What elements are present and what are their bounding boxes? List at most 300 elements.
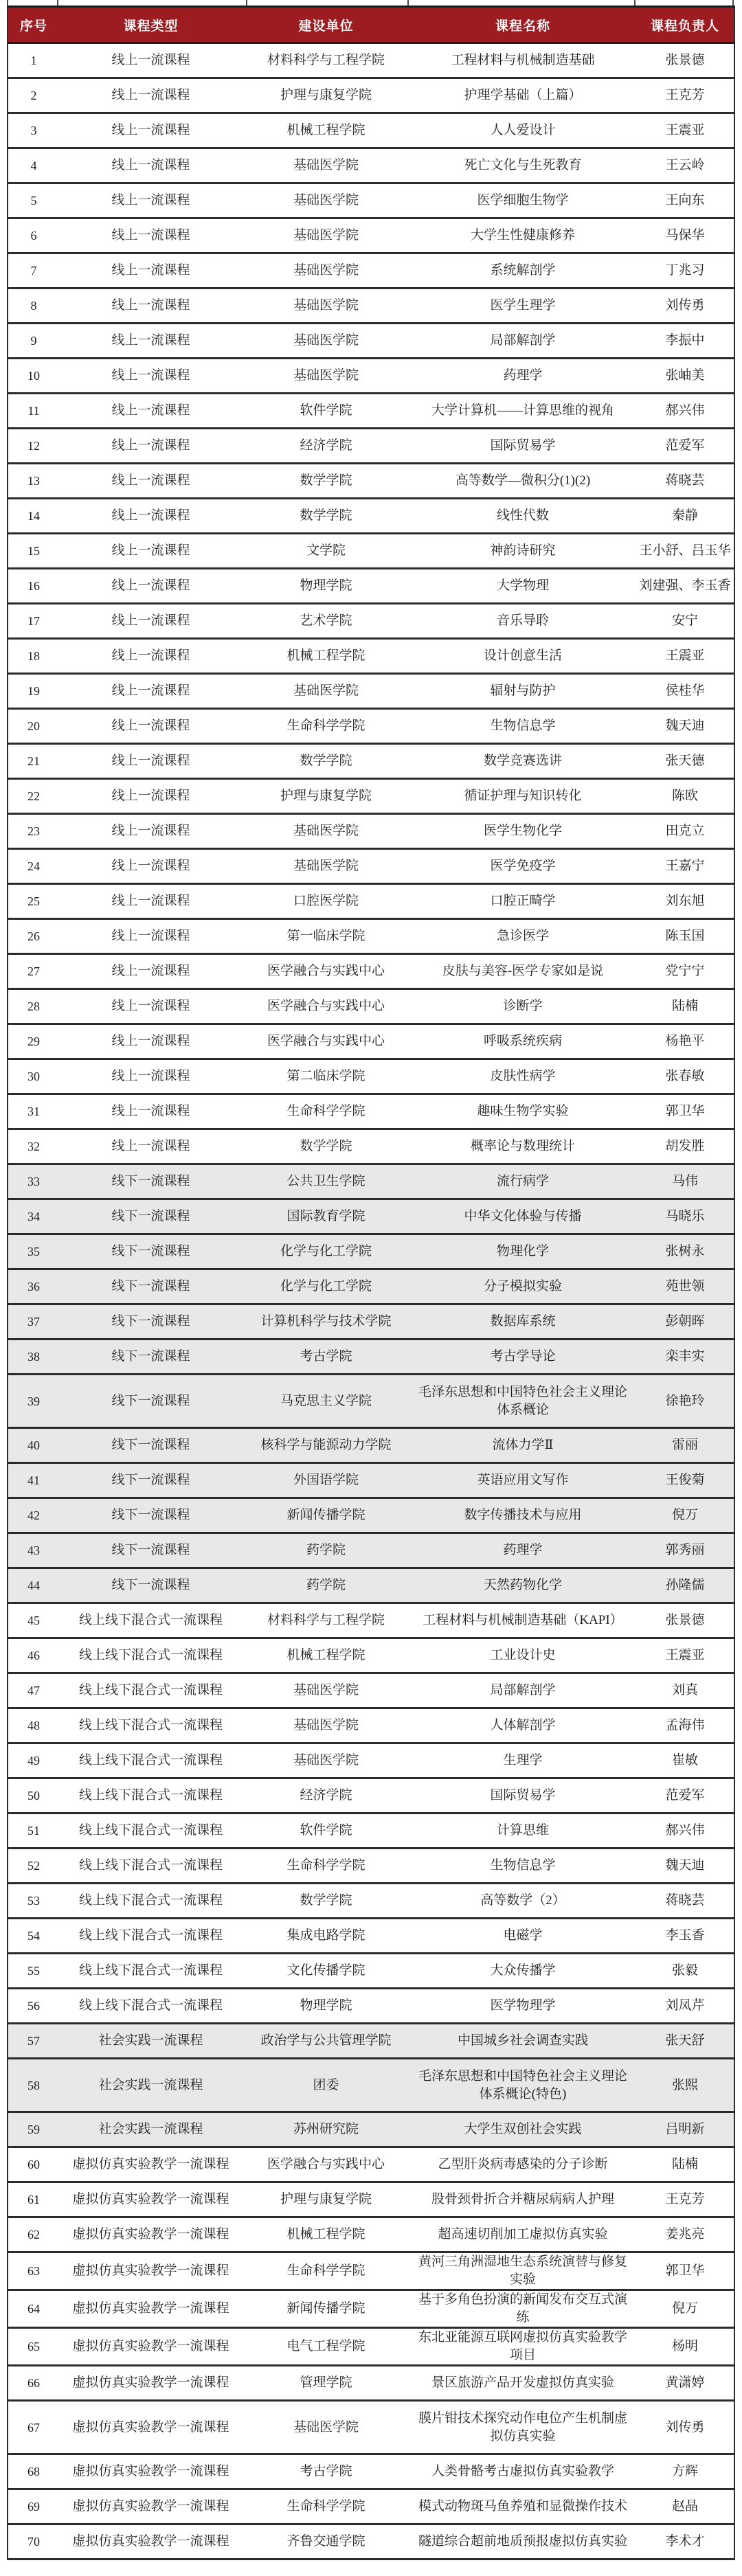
- cell-course: 急诊医学: [409, 919, 636, 954]
- cell-leader: 王克芳: [636, 2182, 734, 2217]
- cell-unit: 机械工程学院: [243, 639, 409, 674]
- cell-no: 51: [8, 1814, 59, 1849]
- cell-type: 线上一流课程: [59, 744, 243, 779]
- table-row: [8, 1428, 734, 1463]
- cell-no: 8: [8, 289, 59, 324]
- cell-type: 线上一流课程: [59, 148, 243, 183]
- cell-course: 黄河三角洲湿地生态系统演替与修复实验: [409, 2252, 636, 2290]
- cell-type: 社会实践一流课程: [59, 2112, 243, 2147]
- table-row: [8, 744, 734, 779]
- cell-no: 46: [8, 1638, 59, 1673]
- cell-type: 线上线下混合式一流课程: [59, 1778, 243, 1814]
- cell-course: 医学生物化学: [409, 814, 636, 849]
- cell-leader: 张天德: [636, 744, 734, 779]
- cell-no: 16: [8, 569, 59, 604]
- table-row: [8, 1814, 734, 1849]
- cell-course: 循证护理与知识转化: [409, 779, 636, 814]
- cell-course: 国际贸易学: [409, 429, 636, 464]
- cell-course: 毛泽东思想和中国特色社会主义理论体系概论(特色): [409, 2059, 636, 2112]
- cell-leader: 胡发胜: [636, 1129, 734, 1164]
- cell-unit: 基础医学院: [243, 2401, 409, 2454]
- cell-unit: 文学院: [243, 534, 409, 569]
- cell-no: 21: [8, 744, 59, 779]
- cell-no: 22: [8, 779, 59, 814]
- cell-unit: 基础医学院: [243, 324, 409, 359]
- cell-unit: 生命科学学院: [243, 709, 409, 744]
- table-row: [8, 709, 734, 744]
- cell-leader: 侯桂华: [636, 674, 734, 709]
- cell-course: 设计创意生活: [409, 639, 636, 674]
- cell-course: 流行病学: [409, 1164, 636, 1199]
- cell-leader: 王嘉宁: [636, 849, 734, 884]
- cell-leader: 王震亚: [636, 1638, 734, 1673]
- cell-leader: 郝兴伟: [636, 1814, 734, 1849]
- cell-unit: 基础医学院: [243, 849, 409, 884]
- cell-unit: 数学学院: [243, 744, 409, 779]
- column-divider: [407, 0, 409, 5]
- cell-type: 线上线下混合式一流课程: [59, 1989, 243, 2024]
- cell-course: 分子模拟实验: [409, 1269, 636, 1304]
- cell-course: 人类骨骼考古虚拟仿真实验教学: [409, 2454, 636, 2489]
- cell-unit: 基础医学院: [243, 1673, 409, 1708]
- cell-no: 27: [8, 954, 59, 989]
- cell-no: 33: [8, 1164, 59, 1199]
- cell-leader: 雷丽: [636, 1428, 734, 1463]
- cell-type: 线下一流课程: [59, 1463, 243, 1498]
- cell-course: 人人爱设计: [409, 113, 636, 148]
- cell-unit: 护理与康复学院: [243, 779, 409, 814]
- cell-course: 数字传播技术与应用: [409, 1498, 636, 1533]
- cell-course: 生物信息学: [409, 1849, 636, 1884]
- table-row: [8, 1199, 734, 1234]
- cell-leader: 王克芳: [636, 78, 734, 113]
- cell-type: 线下一流课程: [59, 1199, 243, 1234]
- cell-no: 19: [8, 674, 59, 709]
- header-cell-no: 序号: [8, 7, 59, 43]
- table-row: [8, 2290, 734, 2328]
- cell-leader: 刘真: [636, 1673, 734, 1708]
- cell-no: 5: [8, 183, 59, 218]
- cell-no: 48: [8, 1708, 59, 1743]
- cell-course: 药理学: [409, 1533, 636, 1568]
- cell-course: 趣味生物学实验: [409, 1094, 636, 1129]
- cell-type: 虚拟仿真实验教学一流课程: [59, 2524, 243, 2560]
- cell-type: 虚拟仿真实验教学一流课程: [59, 2290, 243, 2328]
- cell-course: 计算思维: [409, 1814, 636, 1849]
- cell-unit: 口腔医学院: [243, 884, 409, 919]
- cell-unit: 马克思主义学院: [243, 1375, 409, 1428]
- cell-type: 线上一流课程: [59, 1094, 243, 1129]
- cell-leader: 李术才: [636, 2524, 734, 2560]
- cell-unit: 医学融合与实践中心: [243, 1024, 409, 1059]
- cell-leader: 李振中: [636, 324, 734, 359]
- table-row: [8, 569, 734, 604]
- cell-no: 28: [8, 989, 59, 1024]
- cell-unit: 齐鲁交通学院: [243, 2524, 409, 2560]
- cell-no: 24: [8, 849, 59, 884]
- table-row: [8, 1059, 734, 1094]
- cell-no: 25: [8, 884, 59, 919]
- cell-type: 线上一流课程: [59, 43, 243, 78]
- cell-unit: 生命科学学院: [243, 2252, 409, 2290]
- cell-type: 线上线下混合式一流课程: [59, 1849, 243, 1884]
- cell-type: 线下一流课程: [59, 1375, 243, 1428]
- cell-unit: 数学学院: [243, 1129, 409, 1164]
- cell-type: 线上一流课程: [59, 78, 243, 113]
- cell-type: 线上一流课程: [59, 464, 243, 499]
- cell-no: 65: [8, 2328, 59, 2366]
- cell-course: 毛泽东思想和中国特色社会主义理论体系概论: [409, 1375, 636, 1428]
- cell-type: 虚拟仿真实验教学一流课程: [59, 2182, 243, 2217]
- cell-course: 皮肤与美容-医学专家如是说: [409, 954, 636, 989]
- cell-type: 线上一流课程: [59, 1024, 243, 1059]
- cell-course: 概率论与数理统计: [409, 1129, 636, 1164]
- cell-course: 局部解剖学: [409, 1673, 636, 1708]
- cell-leader: 张岫美: [636, 359, 734, 394]
- cell-course: 生物信息学: [409, 709, 636, 744]
- cell-leader: 魏天迪: [636, 1849, 734, 1884]
- cell-no: 39: [8, 1375, 59, 1428]
- cell-type: 线下一流课程: [59, 1533, 243, 1568]
- cell-course: 数据库系统: [409, 1304, 636, 1340]
- cell-leader: 马保华: [636, 218, 734, 253]
- table-row: [8, 1778, 734, 1814]
- cell-no: 40: [8, 1428, 59, 1463]
- cell-type: 线上一流课程: [59, 1129, 243, 1164]
- cell-type: 线上线下混合式一流课程: [59, 1919, 243, 1954]
- table-row: [8, 2524, 734, 2560]
- cell-leader: 丁兆习: [636, 253, 734, 289]
- cell-unit: 软件学院: [243, 394, 409, 429]
- table-row: [8, 1533, 734, 1568]
- cell-type: 线上一流课程: [59, 113, 243, 148]
- cell-type: 线下一流课程: [59, 1428, 243, 1463]
- cell-course: 医学生理学: [409, 289, 636, 324]
- cell-unit: 机械工程学院: [243, 1638, 409, 1673]
- table-row: [8, 218, 734, 253]
- cell-course: 基于多角色扮演的新闻发布交互式演练: [409, 2290, 636, 2328]
- cell-course: 口腔正畸学: [409, 884, 636, 919]
- cell-no: 55: [8, 1954, 59, 1989]
- cell-unit: 数学学院: [243, 499, 409, 534]
- table-row: [8, 113, 734, 148]
- cell-no: 44: [8, 1568, 59, 1603]
- table-row: [8, 1603, 734, 1638]
- cell-type: 线上一流课程: [59, 183, 243, 218]
- cell-no: 47: [8, 1673, 59, 1708]
- cell-leader: 杨艳平: [636, 1024, 734, 1059]
- cell-type: 社会实践一流课程: [59, 2059, 243, 2112]
- cell-unit: 基础医学院: [243, 148, 409, 183]
- cell-leader: 李玉香: [636, 1919, 734, 1954]
- cell-no: 32: [8, 1129, 59, 1164]
- cell-leader: 栾丰实: [636, 1340, 734, 1375]
- cell-leader: 王云岭: [636, 148, 734, 183]
- cell-leader: 张景德: [636, 1603, 734, 1638]
- cell-unit: 材料科学与工程学院: [243, 43, 409, 78]
- cell-course: 皮肤性病学: [409, 1059, 636, 1094]
- cell-leader: 张毅: [636, 1954, 734, 1989]
- cell-type: 线下一流课程: [59, 1269, 243, 1304]
- header-cell-type: 课程类型: [59, 7, 243, 43]
- cell-course: 天然药物化学: [409, 1568, 636, 1603]
- cell-unit: 数学学院: [243, 464, 409, 499]
- cell-course: 大学生性健康修养: [409, 218, 636, 253]
- cell-no: 56: [8, 1989, 59, 2024]
- cell-course: 护理学基础（上篇）: [409, 78, 636, 113]
- cell-unit: 经济学院: [243, 1778, 409, 1814]
- cell-no: 54: [8, 1919, 59, 1954]
- cell-no: 35: [8, 1234, 59, 1269]
- cell-unit: 电气工程学院: [243, 2328, 409, 2366]
- cell-type: 虚拟仿真实验教学一流课程: [59, 2489, 243, 2524]
- header-cell-leader: 课程负责人: [636, 7, 734, 43]
- cell-leader: 王震亚: [636, 113, 734, 148]
- cell-course: 线性代数: [409, 499, 636, 534]
- table-row: [8, 919, 734, 954]
- cell-type: 线下一流课程: [59, 1340, 243, 1375]
- cell-no: 15: [8, 534, 59, 569]
- cell-type: 虚拟仿真实验教学一流课程: [59, 2147, 243, 2182]
- cell-leader: 田克立: [636, 814, 734, 849]
- course-table-body: [8, 43, 734, 2560]
- cell-course: 中国城乡社会调查实践: [409, 2024, 636, 2059]
- table-row: [8, 1673, 734, 1708]
- cell-leader: 陈玉国: [636, 919, 734, 954]
- cell-type: 虚拟仿真实验教学一流课程: [59, 2454, 243, 2489]
- cell-course: 考古学导论: [409, 1340, 636, 1375]
- table-row: [8, 534, 734, 569]
- cell-no: 52: [8, 1849, 59, 1884]
- cell-type: 线上一流课程: [59, 604, 243, 639]
- cell-leader: 张树永: [636, 1234, 734, 1269]
- cell-no: 26: [8, 919, 59, 954]
- cell-course: 医学免疫学: [409, 849, 636, 884]
- cell-course: 工程材料与机械制造基础（KAPI）: [409, 1603, 636, 1638]
- cell-type: 线下一流课程: [59, 1498, 243, 1533]
- cell-unit: 基础医学院: [243, 674, 409, 709]
- table-row: [8, 2182, 734, 2217]
- cell-course: 隧道综合超前地质预报虚拟仿真实验: [409, 2524, 636, 2560]
- table-row: [8, 429, 734, 464]
- table-row: [8, 2059, 734, 2112]
- cell-course: 死亡文化与生死教育: [409, 148, 636, 183]
- header-cell-unit: 建设单位: [243, 7, 409, 43]
- cell-course: 大众传播学: [409, 1954, 636, 1989]
- cell-unit: 数学学院: [243, 1884, 409, 1919]
- cell-type: 线上一流课程: [59, 1059, 243, 1094]
- cell-course: 局部解剖学: [409, 324, 636, 359]
- table-row: [8, 2454, 734, 2489]
- cell-unit: 基础医学院: [243, 218, 409, 253]
- table-row: [8, 604, 734, 639]
- cell-type: 虚拟仿真实验教学一流课程: [59, 2252, 243, 2290]
- table-row: [8, 1164, 734, 1199]
- cell-no: 13: [8, 464, 59, 499]
- cropped-row-remnant: [7, 0, 734, 5]
- cell-no: 31: [8, 1094, 59, 1129]
- cell-course: 大学计算机——计算思维的视角: [409, 394, 636, 429]
- cell-unit: 药学院: [243, 1568, 409, 1603]
- cell-unit: 化学与化工学院: [243, 1269, 409, 1304]
- cell-type: 虚拟仿真实验教学一流课程: [59, 2366, 243, 2401]
- cell-unit: 集成电路学院: [243, 1919, 409, 1954]
- cell-type: 线上一流课程: [59, 324, 243, 359]
- cell-leader: 黄潇婷: [636, 2366, 734, 2401]
- cell-type: 线上一流课程: [59, 569, 243, 604]
- cell-no: 69: [8, 2489, 59, 2524]
- table-row: [8, 1024, 734, 1059]
- cell-no: 10: [8, 359, 59, 394]
- course-list-table: [7, 5, 735, 2560]
- cell-leader: 魏天迪: [636, 709, 734, 744]
- cell-unit: 文化传播学院: [243, 1954, 409, 1989]
- cell-course: 英语应用文写作: [409, 1463, 636, 1498]
- cell-leader: 孟海伟: [636, 1708, 734, 1743]
- table-row: [8, 2489, 734, 2524]
- cell-type: 线上线下混合式一流课程: [59, 1884, 243, 1919]
- cell-no: 12: [8, 429, 59, 464]
- cell-course: 模式动物斑马鱼养殖和显微操作技术: [409, 2489, 636, 2524]
- cell-type: 线上线下混合式一流课程: [59, 1743, 243, 1778]
- cell-leader: 倪万: [636, 1498, 734, 1533]
- cell-unit: 苏州研究院: [243, 2112, 409, 2147]
- cell-no: 36: [8, 1269, 59, 1304]
- cell-no: 50: [8, 1778, 59, 1814]
- cell-leader: 张天舒: [636, 2024, 734, 2059]
- table-row: [8, 289, 734, 324]
- cell-leader: 孙隆儒: [636, 1568, 734, 1603]
- cell-type: 线下一流课程: [59, 1164, 243, 1199]
- header-cell-course: 课程名称: [409, 7, 636, 43]
- cell-course: 大学生双创社会实践: [409, 2112, 636, 2147]
- cell-no: 62: [8, 2217, 59, 2252]
- cell-unit: 基础医学院: [243, 1708, 409, 1743]
- cell-course: 呼吸系统疾病: [409, 1024, 636, 1059]
- table-row: [8, 1375, 734, 1428]
- table-row: [8, 499, 734, 534]
- cell-leader: 党宁宁: [636, 954, 734, 989]
- cell-no: 66: [8, 2366, 59, 2401]
- cell-unit: 生命科学学院: [243, 1094, 409, 1129]
- cell-course: 医学细胞生物学: [409, 183, 636, 218]
- cell-unit: 护理与康复学院: [243, 78, 409, 113]
- table-row: [8, 814, 734, 849]
- cell-no: 43: [8, 1533, 59, 1568]
- cell-leader: 郭秀丽: [636, 1533, 734, 1568]
- cell-no: 57: [8, 2024, 59, 2059]
- cell-unit: 团委: [243, 2059, 409, 2112]
- column-divider: [57, 0, 58, 5]
- table-header: [8, 7, 734, 43]
- cell-unit: 医学融合与实践中心: [243, 2147, 409, 2182]
- cell-unit: 基础医学院: [243, 1743, 409, 1778]
- cell-leader: 陆楠: [636, 989, 734, 1024]
- cell-no: 17: [8, 604, 59, 639]
- cell-unit: 基础医学院: [243, 183, 409, 218]
- cell-leader: 苑世领: [636, 1269, 734, 1304]
- cell-no: 11: [8, 394, 59, 429]
- table-row: [8, 253, 734, 289]
- cell-leader: 陆楠: [636, 2147, 734, 2182]
- cell-no: 1: [8, 43, 59, 78]
- table-row: [8, 1989, 734, 2024]
- cell-type: 线上一流课程: [59, 253, 243, 289]
- cell-no: 30: [8, 1059, 59, 1094]
- cell-unit: 考古学院: [243, 1340, 409, 1375]
- cell-course: 工业设计史: [409, 1638, 636, 1673]
- table-row: [8, 1919, 734, 1954]
- cell-leader: 安宁: [636, 604, 734, 639]
- cell-unit: 管理学院: [243, 2366, 409, 2401]
- cell-unit: 材料科学与工程学院: [243, 1603, 409, 1638]
- cell-unit: 基础医学院: [243, 289, 409, 324]
- cell-unit: 第二临床学院: [243, 1059, 409, 1094]
- cell-course: 人体解剖学: [409, 1708, 636, 1743]
- cell-no: 58: [8, 2059, 59, 2112]
- cell-type: 线上一流课程: [59, 499, 243, 534]
- cell-type: 线下一流课程: [59, 1568, 243, 1603]
- cell-unit: 政治学与公共管理学院: [243, 2024, 409, 2059]
- cell-unit: 物理学院: [243, 1989, 409, 2024]
- cell-no: 14: [8, 499, 59, 534]
- column-divider: [732, 0, 734, 5]
- cell-type: 线上一流课程: [59, 218, 243, 253]
- cell-no: 6: [8, 218, 59, 253]
- cell-course: 国际贸易学: [409, 1778, 636, 1814]
- cell-no: 68: [8, 2454, 59, 2489]
- cell-unit: 第一临床学院: [243, 919, 409, 954]
- cell-type: 线上一流课程: [59, 289, 243, 324]
- cell-no: 38: [8, 1340, 59, 1375]
- cell-leader: 范爱军: [636, 1778, 734, 1814]
- table-row: [8, 1884, 734, 1919]
- cell-type: 线上一流课程: [59, 849, 243, 884]
- cell-leader: 陈欧: [636, 779, 734, 814]
- cell-type: 线下一流课程: [59, 1304, 243, 1340]
- table-row: [8, 1340, 734, 1375]
- cell-no: 59: [8, 2112, 59, 2147]
- column-divider: [246, 0, 247, 5]
- cell-no: 60: [8, 2147, 59, 2182]
- cell-course: 药理学: [409, 359, 636, 394]
- table-row: [8, 1954, 734, 1989]
- cell-type: 虚拟仿真实验教学一流课程: [59, 2217, 243, 2252]
- table-row: [8, 2024, 734, 2059]
- cell-leader: 徐艳玲: [636, 1375, 734, 1428]
- cell-leader: 杨明: [636, 2328, 734, 2366]
- table-row: [8, 849, 734, 884]
- table-row: [8, 2366, 734, 2401]
- table-row: [8, 183, 734, 218]
- cell-type: 线上一流课程: [59, 954, 243, 989]
- table-row: [8, 884, 734, 919]
- table-row: [8, 954, 734, 989]
- table-row: [8, 2252, 734, 2290]
- cell-unit: 艺术学院: [243, 604, 409, 639]
- cell-no: 49: [8, 1743, 59, 1778]
- cell-leader: 张春敏: [636, 1059, 734, 1094]
- cell-leader: 蒋晓芸: [636, 464, 734, 499]
- cell-leader: 刘传勇: [636, 2401, 734, 2454]
- cell-no: 61: [8, 2182, 59, 2217]
- cell-course: 物理化学: [409, 1234, 636, 1269]
- cell-unit: 国际教育学院: [243, 1199, 409, 1234]
- cell-type: 线上线下混合式一流课程: [59, 1638, 243, 1673]
- cell-no: 41: [8, 1463, 59, 1498]
- cell-leader: 张熙: [636, 2059, 734, 2112]
- cell-no: 42: [8, 1498, 59, 1533]
